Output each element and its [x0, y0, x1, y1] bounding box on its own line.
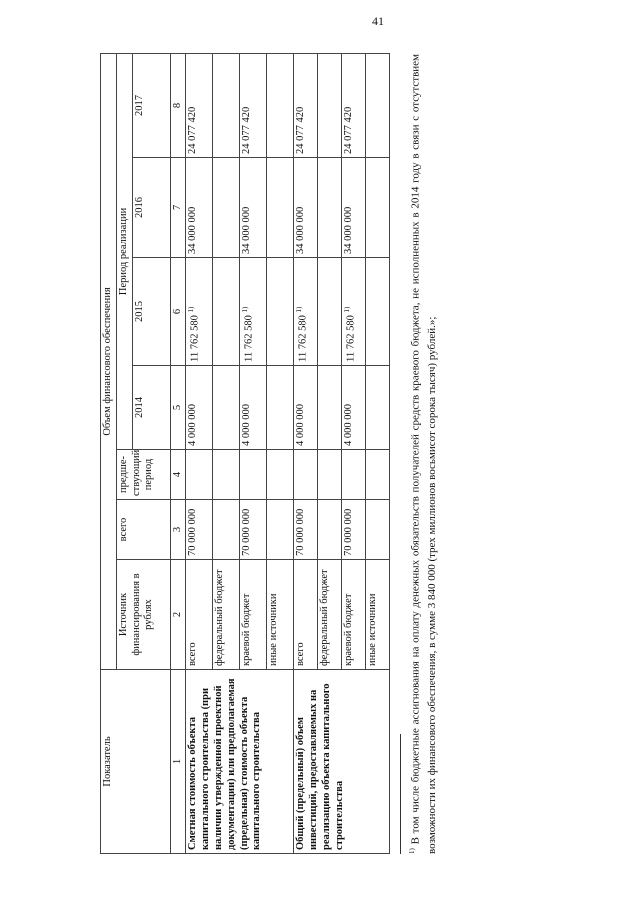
source-cell: иные источники — [366, 560, 390, 670]
total-cell — [318, 500, 342, 560]
column-number: 8 — [170, 53, 186, 157]
column-number: 1 — [170, 670, 186, 854]
column-number: 3 — [170, 500, 186, 560]
footnote-ref: 1) — [343, 306, 352, 313]
prev-cell — [186, 450, 213, 500]
source-cell: краевой бюджет — [342, 560, 366, 670]
footnote-divider — [400, 734, 401, 854]
footnote-ref: 1) — [241, 306, 250, 313]
y2017-cell: 24 077 420 — [186, 53, 213, 157]
y2017-cell — [267, 53, 294, 157]
prev-cell — [318, 450, 342, 500]
prev-cell — [366, 450, 390, 500]
footnote-text: В том числе бюджетные ассигнования на оплату денежных обязательств получателей средств краевого бюджета, не исполненных в 2014 году в связи с отсутствием возможности их финансового обеспечения, в сумме 3 840 000 (трех миллионов восьмисот сорока тысяч) рублей.»; — [409, 54, 439, 854]
source-cell: всего — [186, 560, 213, 670]
column-number: 7 — [170, 158, 186, 258]
financing-table — [100, 53, 390, 854]
prev-cell — [213, 450, 240, 500]
y2015-cell — [366, 258, 390, 366]
footnote-ref: 1) — [187, 306, 196, 313]
header-year: 2014 — [132, 366, 170, 450]
y2015-cell — [240, 258, 267, 366]
footnote-marker: 1) — [408, 848, 416, 854]
y2016-cell — [366, 158, 390, 258]
header-source: Источник финансирования в рублях — [116, 560, 170, 670]
rotated-content — [100, 54, 439, 854]
y2017-cell — [213, 53, 240, 157]
header-year: 2017 — [132, 53, 170, 157]
footnote-ref: 1) — [295, 306, 304, 313]
y2015-value: 11 762 580 — [345, 315, 357, 362]
header-year: 2015 — [132, 258, 170, 366]
footnote — [407, 54, 441, 854]
table-row — [186, 53, 213, 853]
source-cell: иные источники — [267, 560, 294, 670]
page-number: 41 — [372, 14, 384, 28]
y2015-cell — [213, 258, 240, 366]
header-volume: Объем финансового обеспечения — [101, 53, 117, 669]
total-cell: 70 000 000 — [186, 500, 213, 560]
indicator-cell: Общий (предельный) объем инвестиций, предоставляемых на реализацию объекта капитального строительства — [294, 670, 390, 854]
y2016-cell: 34 000 000 — [294, 158, 318, 258]
y2015-value: 11 762 580 — [297, 315, 309, 362]
y2015-value: 11 762 580 — [243, 315, 255, 362]
y2015-cell — [186, 258, 213, 366]
y2015-cell — [318, 258, 342, 366]
prev-cell — [294, 450, 318, 500]
indicator-cell: Сметная стоимость объекта капитального строительства (при наличии утвержденной проектной документации) или предполагаемая (предельная) стоимость объекта капитального строительства — [186, 670, 294, 854]
column-number: 6 — [170, 258, 186, 366]
y2014-cell — [213, 366, 240, 450]
y2016-cell — [267, 158, 294, 258]
y2014-cell: 4 000 000 — [186, 366, 213, 450]
table-row — [294, 53, 318, 853]
header-implementation-period: Период реализации — [116, 53, 132, 449]
total-cell — [213, 500, 240, 560]
total-cell — [267, 500, 294, 560]
source-cell: федеральный бюджет — [318, 560, 342, 670]
y2016-cell: 34 000 000 — [186, 158, 213, 258]
total-cell: 70 000 000 — [342, 500, 366, 560]
y2016-cell: 34 000 000 — [240, 158, 267, 258]
source-cell: федеральный бюджет — [213, 560, 240, 670]
column-number: 5 — [170, 366, 186, 450]
source-cell: всего — [294, 560, 318, 670]
y2014-cell — [366, 366, 390, 450]
column-number: 4 — [170, 450, 186, 500]
y2016-cell: 34 000 000 — [342, 158, 366, 258]
y2014-cell: 4 000 000 — [342, 366, 366, 450]
total-cell — [366, 500, 390, 560]
header-previous-period: предше-ствующий период — [116, 450, 170, 500]
y2015-cell — [294, 258, 318, 366]
y2014-cell: 4 000 000 — [240, 366, 267, 450]
header-year: 2016 — [132, 158, 170, 258]
header-total: всего — [116, 500, 170, 560]
y2017-cell: 24 077 420 — [342, 53, 366, 157]
y2016-cell — [318, 158, 342, 258]
y2017-cell — [366, 53, 390, 157]
y2014-cell — [267, 366, 294, 450]
total-cell: 70 000 000 — [294, 500, 318, 560]
prev-cell — [267, 450, 294, 500]
y2017-cell — [318, 53, 342, 157]
column-number: 2 — [170, 560, 186, 670]
y2015-cell — [342, 258, 366, 366]
source-cell: краевой бюджет — [240, 560, 267, 670]
y2017-cell: 24 077 420 — [294, 53, 318, 157]
y2015-cell — [267, 258, 294, 366]
y2014-cell — [318, 366, 342, 450]
y2016-cell — [213, 158, 240, 258]
total-cell: 70 000 000 — [240, 500, 267, 560]
y2017-cell: 24 077 420 — [240, 53, 267, 157]
header-indicator: Показатель — [101, 670, 171, 854]
y2014-cell: 4 000 000 — [294, 366, 318, 450]
prev-cell — [240, 450, 267, 500]
prev-cell — [342, 450, 366, 500]
y2015-value: 11 762 580 — [189, 315, 201, 362]
